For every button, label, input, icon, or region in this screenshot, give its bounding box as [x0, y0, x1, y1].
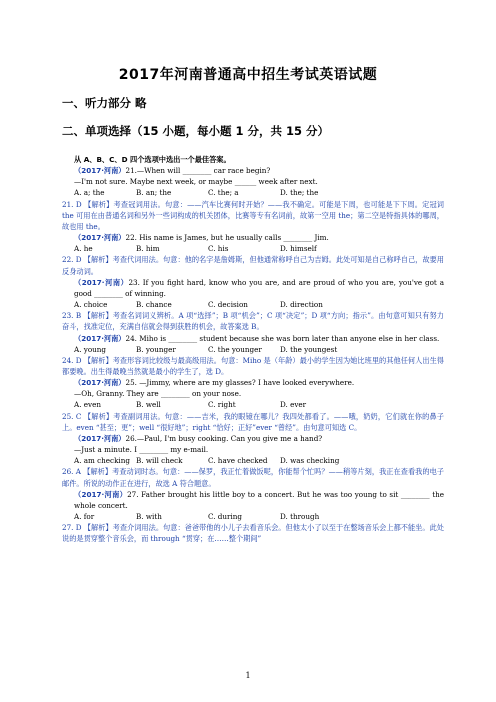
option: D. was checking — [280, 456, 340, 466]
question-24-analysis: 24. D 【解析】考查形容词比较级与最高级用法。句意：Miho 是（年龄）最小的学生因为她比班里的其他任何人出生得都要晚。出生得最晚当然就是最小的学生了，选 D。 — [62, 355, 444, 376]
option: C. the; a — [208, 188, 239, 198]
option: D. the; the — [280, 188, 319, 198]
question-22-options — [62, 243, 444, 254]
question-23-analysis: 23. B 【解析】考查名词词义辨析。A 项“选择”；B 项“机会”；C 项“决定”；D 项“方向；指示”。由句意可知只有努力奋斗，找准定位，充满自信就会得到获胜的机会，故答案选 B。 — [62, 311, 444, 332]
option: B. will check — [136, 456, 183, 466]
option: A. a; the — [74, 188, 105, 198]
option: B. well — [136, 400, 161, 410]
option: D. the youngest — [280, 344, 338, 354]
question-26-options — [62, 455, 444, 466]
instruction: 从 A、B、C、D 四个选项中选出一个最佳答案。 — [74, 155, 231, 164]
question-27-analysis: 27. D 【解析】考查介词用法。句意：爸爸带他的小儿子去看音乐会。但他太小了以至于在整场音乐会上都不能坐。此处说的是贯穿整个音乐会，而 through “贯穿；在……整个期间” — [62, 523, 444, 544]
section-heading-choice: 二、单项选择（15 小题，每小题 1 分，共 15 分） — [62, 124, 330, 138]
option: B. an; the — [136, 188, 172, 198]
option: D. direction — [280, 300, 323, 310]
option: A. young — [74, 344, 107, 354]
question-26-stem: （2017·河南）26.—Paul, I'm busy cooking. Can you give me a hand? — [74, 433, 323, 443]
question-26-stem-2: —Just a minute. I ________ my e-mail. — [74, 445, 209, 455]
question-21-stem-2: —I'm not sure. Maybe next week, or maybe ______ week after next. — [74, 177, 318, 187]
question-23-options — [62, 299, 444, 310]
question-27-options — [62, 511, 444, 522]
option: C. during — [208, 512, 243, 521]
option: A. he — [74, 244, 93, 254]
question-25-analysis: 25. C 【解析】考查副词用法。句意：——吉米，我的眼镜在哪儿？我四处都看了。——哦，奶奶，它们就在你的鼻子上。even “甚至；更”；well “很好地”；right “恰好；正好”ever “曾经”。由句意可知选 C。 — [62, 411, 444, 432]
page-title: 2017年河南普通高中招生考试英语试题 — [118, 67, 378, 83]
question-24-options — [62, 344, 444, 355]
question-25-stem: （2017·河南）25. —Jimmy, where are my glasses? I have looked everywhere. — [74, 378, 355, 388]
question-25-options — [62, 399, 444, 410]
option: C. have checked — [208, 456, 268, 466]
question-27-stem: （2017·河南）27. Father brought his little boy to a concert. But he was too young to sit ________ the whole concert. — [74, 489, 444, 510]
option: A. choice — [74, 300, 108, 310]
option: A. for — [74, 512, 95, 521]
option: B. him — [136, 244, 160, 254]
question-21-stem: （2017·河南）21.—When will ________ car race begin? — [74, 166, 271, 176]
question-21-options — [62, 187, 444, 198]
section-heading-listening: 一、听力部分 略 — [62, 96, 147, 110]
option: D. through — [280, 512, 320, 521]
option: A. am checking — [74, 456, 130, 466]
option: C. the younger — [208, 344, 262, 354]
option: D. ever — [280, 400, 307, 410]
option: D. himself — [280, 244, 317, 254]
question-26-analysis: 26. A 【解析】考查动词时态。句意：——保罗，我正忙着做饭呢，你能帮个忙吗？——稍等片刻，我正在查看我的电子邮件。所说的动作正在进行，故选 A 符合题意。 — [62, 467, 444, 488]
question-body — [62, 154, 444, 544]
option: C. decision — [208, 300, 248, 310]
option: A. even — [74, 400, 101, 410]
option: B. chance — [136, 300, 172, 310]
source-tag: （2017·河南） — [74, 166, 126, 176]
question-24-stem: （2017·河南）24. Miho is ________ student because she was born later than anyone else in her class. — [74, 333, 440, 343]
option: B. with — [136, 512, 162, 521]
option: B. younger — [136, 344, 176, 354]
page-number: 1 — [245, 671, 251, 680]
question-22-stem: （2017·河南）22. His name is James, but he usually calls ________ Jim. — [74, 233, 329, 243]
question-23-stem: （2017·河南）23. If you fight hard, know who you are, and are proud of who you are, you've got a good ________ of winning. — [74, 277, 444, 298]
question-21-analysis: 21. D 【解析】考查冠词用法。句意：——汽车比赛何时开始？——我不确定。可能是下周，也可能是下下周。定冠词 the 可用在由普通名词和另外一些词构成的机关团体，比赛等专有名词前，故第一空用 the；第二空是特指具体的哪周，故也用 the。 — [62, 199, 444, 231]
option: C. his — [208, 244, 229, 254]
option: C. right — [208, 400, 236, 410]
question-25-stem-2: —Oh, Granny. They are ________ on your nose. — [74, 389, 242, 399]
question-22-analysis: 22. D 【解析】考查代词用法。句意：他的名字是詹姆斯，但他通常称呼自己为吉姆。此处可知是自己称呼自己，故要用反身动词。 — [62, 255, 444, 276]
